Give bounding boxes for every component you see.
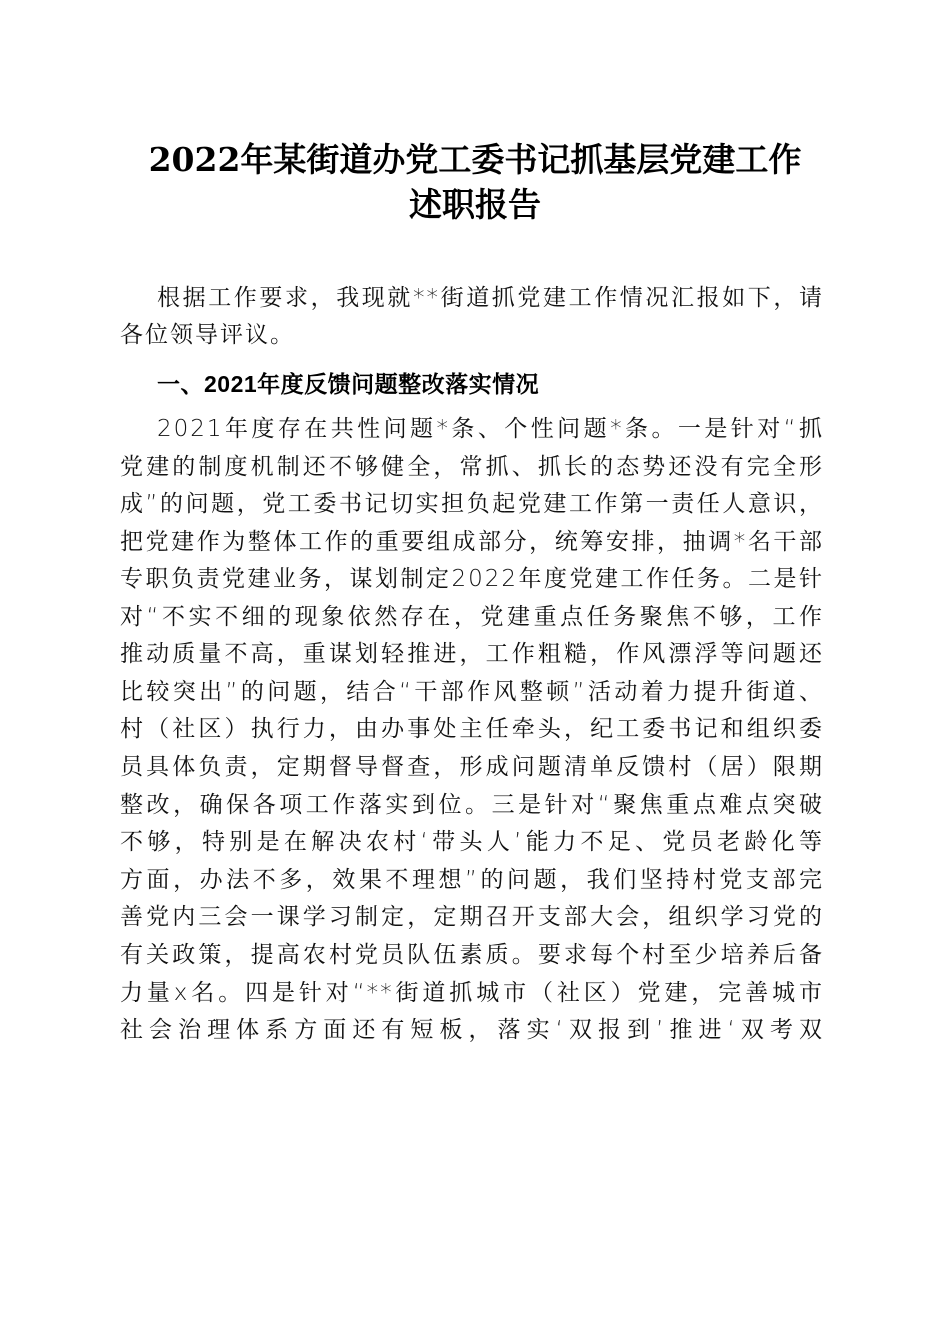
paragraph-line: 成”的问题，党工委书记切实担负起党建工作第一责任人意识， bbox=[120, 491, 824, 517]
paragraph-line: 方面，办法不多，效果不理想”的问题，我们坚持村党支部完 bbox=[120, 867, 824, 893]
paragraph-line: 有关政策，提高农村党员队伍素质。要求每个村至少培养后备 bbox=[120, 942, 824, 968]
paragraph-line: 把党建作为整体工作的重要组成部分，统筹安排，抽调*名干部 bbox=[120, 529, 824, 555]
intro-line: 各位领导评议。 bbox=[120, 322, 295, 348]
paragraph-line: 善党内三会一课学习制定，定期召开支部大会，组织学习党的 bbox=[120, 904, 824, 930]
paragraph-line: 力量x名。四是针对“**街道抓城市（社区）党建，完善城市 bbox=[120, 980, 824, 1006]
paragraph-line: 村（社区）执行力，由办事处主任牵头，纪工委书记和组织委 bbox=[120, 716, 824, 742]
paragraph-line: 不够，特别是在解决农村‘带头人’能力不足、党员老龄化等 bbox=[120, 829, 824, 855]
paragraph-line: 专职负责党建业务，谋划制定2022年度党建工作任务。二是针 bbox=[120, 566, 824, 592]
paragraph-line: 比较突出”的问题，结合“干部作风整顿”活动着力提升街道、 bbox=[120, 679, 824, 705]
section-heading: 一、2021年度反馈问题整改落实情况 bbox=[157, 371, 540, 397]
paragraph-line: 社会治理体系方面还有短板，落实‘双报到’推进‘双考双 bbox=[120, 1017, 824, 1043]
document-title-line-2: 述职报告 bbox=[409, 185, 541, 224]
paragraph-line: 党建的制度机制还不够健全，常抓、抓长的态势还没有完全形 bbox=[120, 454, 824, 480]
paragraph-line: 2021年度存在共性问题*条、个性问题*条。一是针对“抓 bbox=[157, 416, 824, 442]
paragraph-line: 对“不实不细的现象依然存在，党建重点任务聚焦不够，工作 bbox=[120, 604, 824, 630]
paragraph-line: 整改，确保各项工作落实到位。三是针对“聚焦重点难点突破 bbox=[120, 792, 824, 818]
paragraph-line: 员具体负责，定期督导督查，形成问题清单反馈村（居）限期 bbox=[120, 754, 824, 780]
document-title-line-1: 2022年某街道办党工委书记抓基层党建工作 bbox=[148, 140, 802, 179]
paragraph-line: 推动质量不高，重谋划轻推进，工作粗糙，作风漂浮等问题还 bbox=[120, 641, 824, 667]
intro-line: 根据工作要求，我现就**街道抓党建工作情况汇报如下，请 bbox=[157, 285, 824, 311]
